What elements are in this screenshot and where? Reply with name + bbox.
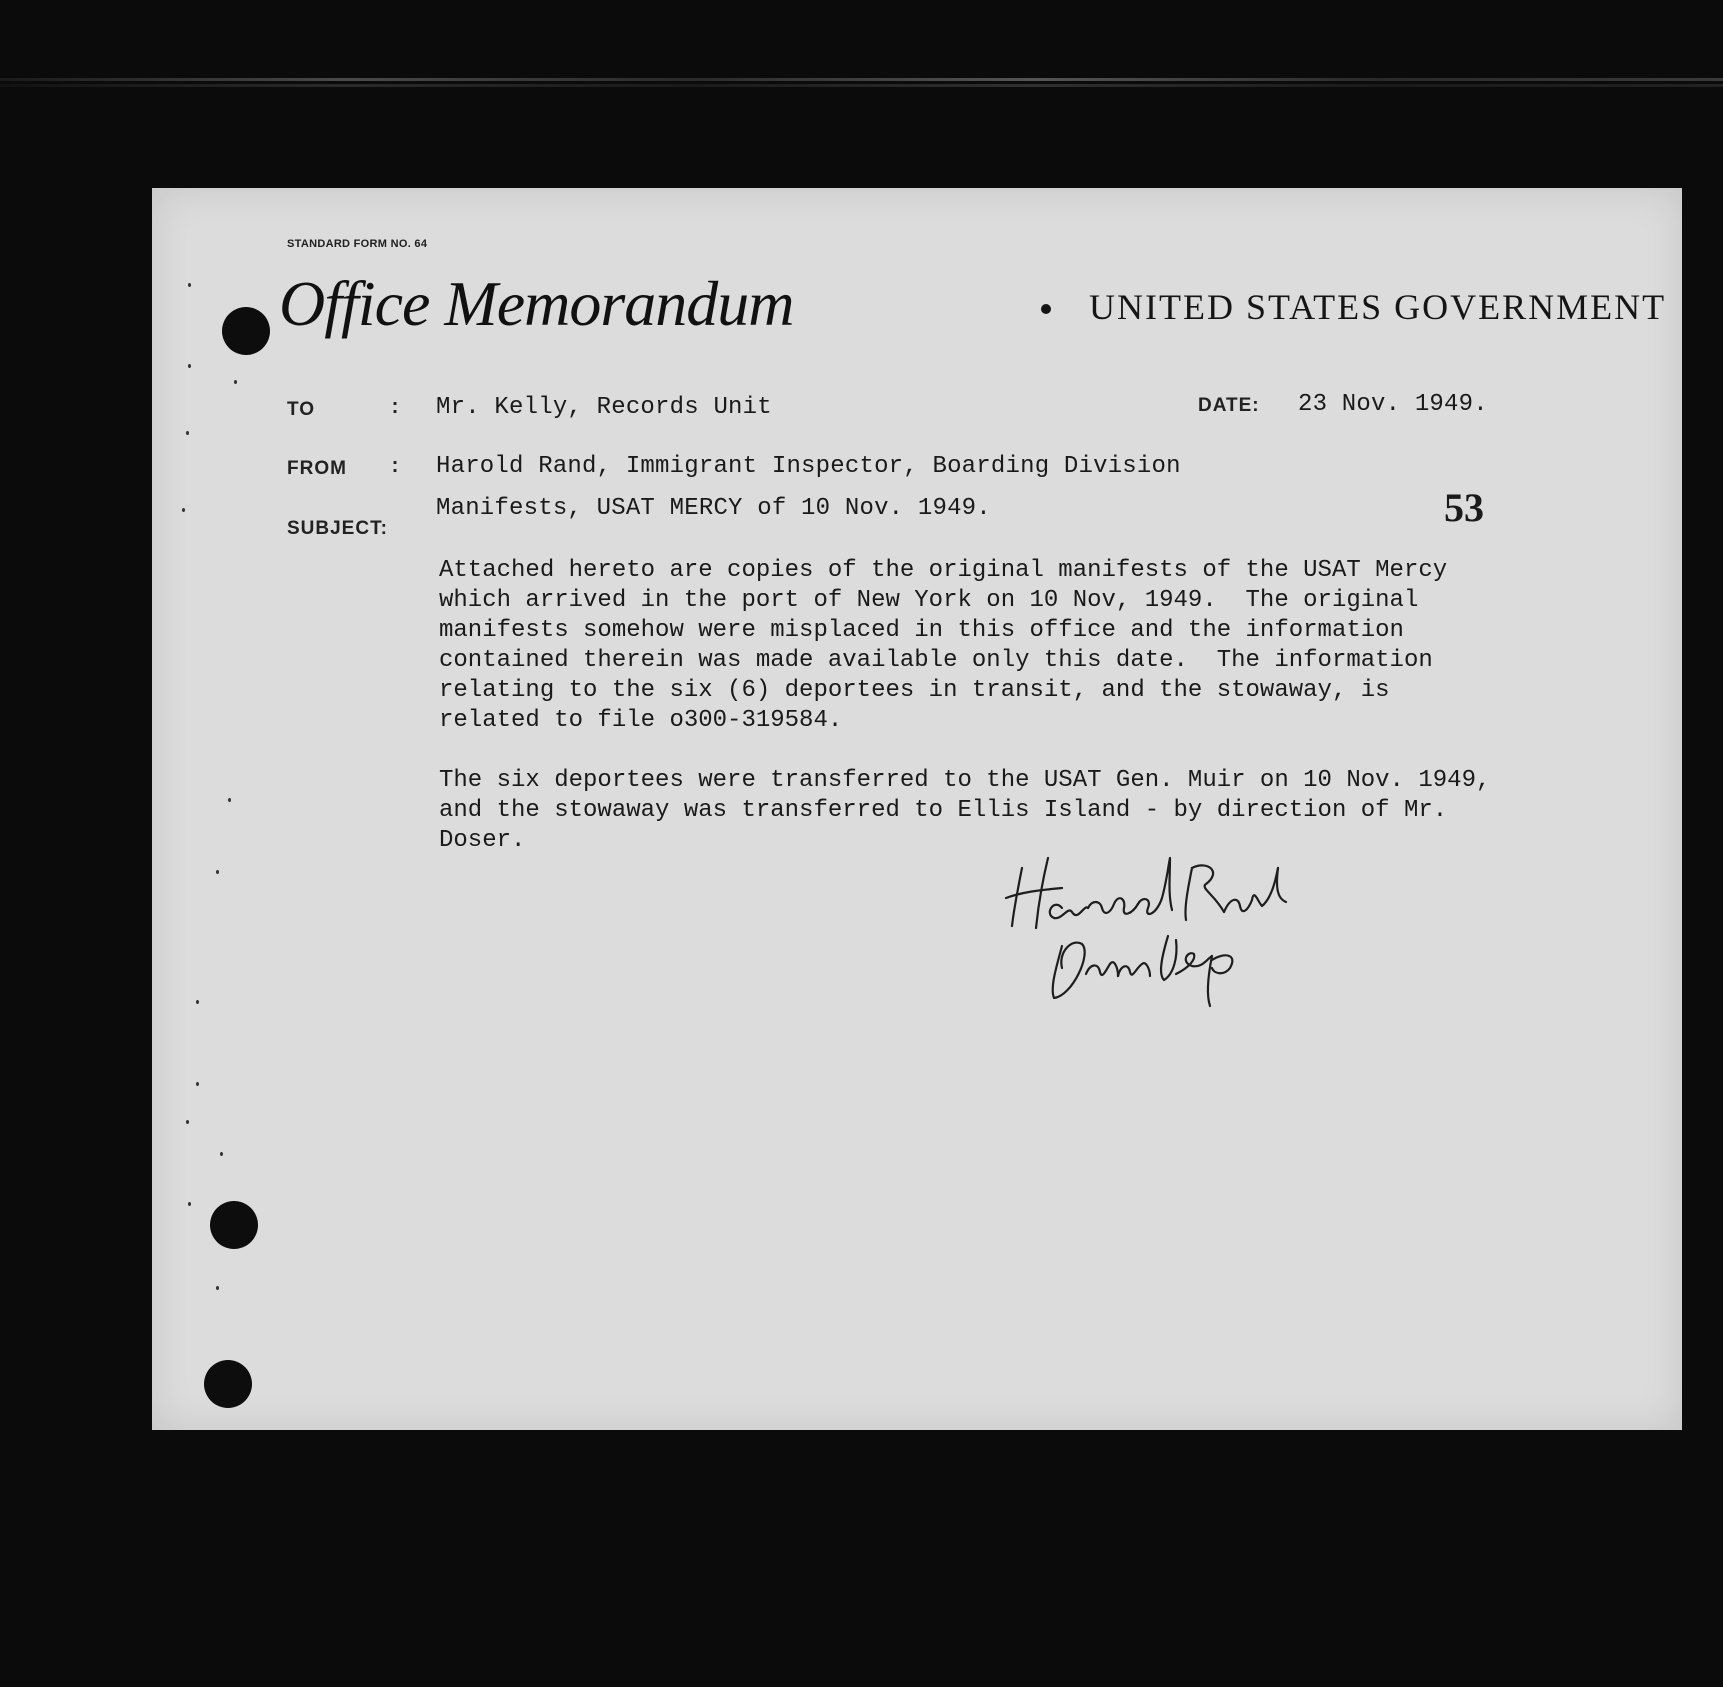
handwritten-signature	[992, 828, 1322, 1008]
body-paragraph-1: Attached hereto are copies of the original manifests of the USAT Mercy which arrived in the port of New York on 10 Nov, 1949. The original manifests somehow were misplaced in this office and the information contained therein was made available only this date. The information relating to the six (6) deportees in transit, and the stowaway, is related to file o300-319584.	[439, 557, 1448, 734]
to-colon: :	[389, 397, 402, 420]
speck	[234, 380, 237, 384]
government-heading: UNITED STATES GOVERNMENT	[1089, 287, 1667, 327]
speck	[188, 364, 191, 368]
speck	[216, 870, 219, 874]
speck	[220, 1152, 223, 1156]
speck	[196, 1082, 199, 1086]
form-number: STANDARD FORM NO. 64	[287, 238, 428, 250]
to-label: TO	[287, 399, 316, 420]
film-edge-top	[0, 78, 1723, 81]
speck	[216, 1286, 219, 1290]
date-label: DATE:	[1198, 395, 1260, 416]
punch-hole-middle	[210, 1201, 258, 1249]
film-edge-upper	[0, 84, 1723, 87]
memo-header	[277, 268, 1667, 362]
speck	[228, 798, 231, 802]
header-bullet	[1041, 304, 1051, 314]
memo-title: Office Memorandum	[279, 268, 794, 339]
speck	[188, 283, 191, 287]
subject-label: SUBJECT:	[287, 518, 388, 539]
speck	[186, 1120, 189, 1124]
memo-sheet	[152, 188, 1682, 1430]
from-colon: :	[389, 456, 402, 479]
speck	[182, 508, 185, 512]
to-value: Mr. Kelly, Records Unit	[436, 394, 772, 421]
from-label: FROM	[287, 458, 347, 479]
speck	[196, 1000, 199, 1004]
speck	[186, 431, 189, 435]
from-value: Harold Rand, Immigrant Inspector, Boarding Division	[436, 453, 1181, 480]
page-number: 53	[1444, 485, 1484, 530]
speck	[188, 1202, 191, 1206]
date-value: 23 Nov. 1949.	[1298, 391, 1488, 418]
punch-hole-top	[222, 307, 270, 355]
punch-hole-bottom	[204, 1360, 252, 1408]
subject-value: Manifests, USAT MERCY of 10 Nov. 1949.	[436, 495, 991, 522]
body-paragraph-2: The six deportees were transferred to the USAT Gen. Muir on 10 Nov. 1949, and the stowaway was transferred to Ellis Island - by direction of Mr. Doser.	[439, 767, 1491, 854]
